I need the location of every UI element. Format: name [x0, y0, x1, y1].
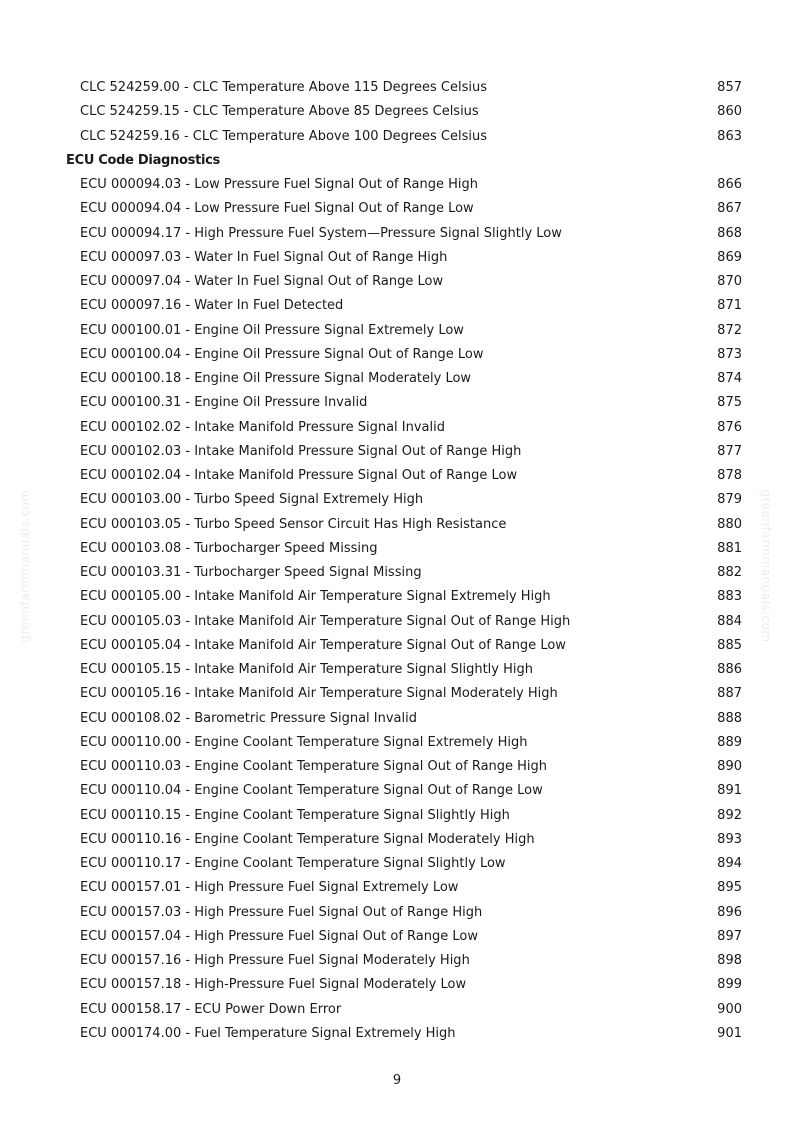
toc-entry-title: ECU 000110.04 - Engine Coolant Temperature Signal Out of Range Low [80, 783, 543, 799]
toc-entry-title: ECU 000094.03 - Low Pressure Fuel Signal Out of Range High [80, 177, 478, 192]
toc-entry-title: ECU 000094.04 - Low Pressure Fuel Signal Out of Range Low [80, 201, 474, 217]
toc-entry-title: ECU 000100.01 - Engine Oil Pressure Signal Extremely Low [80, 322, 464, 338]
toc-entry-title: ECU 000110.16 - Engine Coolant Temperature Signal Moderately High [80, 831, 535, 847]
toc-entry[interactable] [0, 658, 794, 682]
toc-entry[interactable] [0, 707, 794, 731]
toc-entry-page-number: 897 [717, 928, 742, 944]
toc-entry[interactable] [0, 585, 794, 609]
toc-entry-page-number: 885 [717, 637, 742, 653]
toc-entry-page-number: 868 [717, 225, 742, 241]
page-number: 9 [392, 1073, 402, 1088]
toc-entry[interactable] [0, 222, 794, 246]
toc-entry[interactable] [0, 876, 794, 900]
toc-entry-title: ECU 000102.03 - Intake Manifold Pressure Signal Out of Range High [80, 443, 522, 459]
toc-entry-title: ECU 000110.17 - Engine Coolant Temperature Signal Slightly Low [80, 856, 506, 871]
toc-entry[interactable] [0, 464, 794, 488]
toc-entry-title: ECU 000100.04 - Engine Oil Pressure Signal Out of Range Low [80, 346, 484, 362]
toc-entry[interactable] [0, 852, 794, 876]
toc-entry-title: ECU 000103.31 - Turbocharger Speed Signal Missing [80, 565, 422, 580]
section-heading[interactable] [0, 149, 794, 173]
toc-entry-title: ECU 000174.00 - Fuel Temperature Signal Extremely High [80, 1025, 456, 1041]
toc-entry-page-number: 877 [717, 443, 742, 459]
toc-entry-page-number: 882 [717, 565, 742, 580]
toc-entry[interactable] [0, 319, 794, 343]
toc-entry[interactable] [0, 343, 794, 367]
toc-entry[interactable] [0, 416, 794, 440]
toc-entry[interactable] [0, 391, 794, 415]
toc-entry-title: ECU 000100.18 - Engine Oil Pressure Signal Moderately Low [80, 371, 472, 386]
toc-entry-page-number: 886 [717, 662, 742, 677]
table-of-contents [0, 76, 794, 1046]
toc-entry-page-number: 869 [717, 249, 742, 265]
toc-entry[interactable] [0, 488, 794, 512]
toc-entry-page-number: 884 [717, 613, 742, 629]
toc-entry-title: ECU 000110.03 - Engine Coolant Temperature Signal Out of Range High [80, 759, 548, 774]
toc-entry[interactable] [0, 925, 794, 949]
toc-entry-page-number: 890 [717, 759, 742, 774]
toc-entry-page-number: 874 [717, 371, 742, 386]
toc-entry-page-number: 892 [717, 807, 742, 823]
toc-entry-page-number: 881 [717, 540, 742, 556]
toc-entry-title: ECU 000100.31 - Engine Oil Pressure Invalid [80, 395, 368, 411]
toc-entry-page-number: 878 [717, 468, 742, 483]
toc-entry-title: ECU 000157.01 - High Pressure Fuel Signal Extremely Low [80, 880, 459, 896]
toc-entry[interactable] [0, 76, 794, 100]
toc-entry[interactable] [0, 173, 794, 197]
toc-entry-title: ECU 000108.02 - Barometric Pressure Signal Invalid [80, 710, 418, 726]
toc-entry-page-number: 893 [717, 831, 742, 847]
toc-entry-title: ECU 000103.00 - Turbo Speed Signal Extremely High [80, 492, 424, 508]
toc-entry-page-number: 888 [717, 710, 742, 726]
toc-entry[interactable] [0, 828, 794, 852]
toc-entry-title: ECU 000157.04 - High Pressure Fuel Signal Out of Range Low [80, 928, 478, 944]
toc-entry-page-number: 863 [717, 128, 742, 144]
toc-entry[interactable] [0, 125, 794, 149]
toc-entry-page-number: 866 [717, 177, 742, 192]
toc-entry-title: ECU 000157.16 - High Pressure Fuel Signal Moderately High [80, 953, 470, 968]
toc-entry-title: ECU 000105.15 - Intake Manifold Air Temperature Signal Slightly High [80, 662, 533, 677]
toc-entry[interactable] [0, 270, 794, 294]
toc-entry[interactable] [0, 1022, 794, 1046]
toc-entry-title: ECU 000110.00 - Engine Coolant Temperature Signal Extremely High [80, 734, 528, 750]
toc-entry-title: ECU 000097.16 - Water In Fuel Detected [80, 298, 344, 314]
toc-entry[interactable] [0, 537, 794, 561]
toc-entry-page-number: 899 [717, 977, 742, 993]
toc-entry-page-number: 880 [717, 516, 742, 532]
toc-entry-page-number: 889 [717, 734, 742, 750]
toc-entry-page-number: 895 [717, 880, 742, 896]
toc-entry-title: ECU 000105.03 - Intake Manifold Air Temperature Signal Out of Range High [80, 613, 571, 629]
toc-entry[interactable] [0, 367, 794, 391]
toc-entry-page-number: 894 [717, 856, 742, 871]
watermark-right: greenfarmmanuals.com [759, 489, 773, 643]
toc-entry-title: ECU 000110.15 - Engine Coolant Temperature Signal Slightly High [80, 807, 510, 823]
toc-entry-title: ECU 000102.02 - Intake Manifold Pressure Signal Invalid [80, 419, 446, 435]
toc-entry-title: ECU 000157.18 - High-Pressure Fuel Signal Moderately Low [80, 977, 467, 993]
toc-entry[interactable] [0, 561, 794, 585]
toc-entry-page-number: 887 [717, 686, 742, 702]
toc-entry[interactable] [0, 779, 794, 803]
toc-entry-title: CLC 524259.15 - CLC Temperature Above 85 Degrees Celsius [80, 104, 479, 120]
toc-entry[interactable] [0, 731, 794, 755]
toc-entry-title: CLC 524259.00 - CLC Temperature Above 115 Degrees Celsius [80, 80, 487, 95]
toc-entry[interactable] [0, 294, 794, 318]
toc-entry[interactable] [0, 513, 794, 537]
toc-entry[interactable] [0, 901, 794, 925]
toc-entry-page-number: 900 [717, 1001, 742, 1017]
toc-entry[interactable] [0, 610, 794, 634]
toc-entry-page-number: 871 [717, 298, 742, 314]
toc-entry[interactable] [0, 197, 794, 221]
toc-entry-page-number: 901 [717, 1025, 742, 1041]
toc-entry[interactable] [0, 100, 794, 124]
section-heading-title: ECU Code Diagnostics [66, 152, 220, 168]
toc-entry-page-number: 857 [717, 80, 742, 95]
watermark-left: greenfarmmanuals.com [18, 489, 32, 643]
toc-entry-page-number: 883 [717, 589, 742, 605]
toc-entry-title: ECU 000094.17 - High Pressure Fuel System—Pressure Signal Slightly Low [80, 225, 562, 241]
toc-entry-page-number: 873 [717, 346, 742, 362]
toc-entry-title: ECU 000097.03 - Water In Fuel Signal Out of Range High [80, 249, 448, 265]
toc-entry[interactable] [0, 804, 794, 828]
toc-entry-page-number: 896 [717, 904, 742, 920]
toc-entry-title: ECU 000105.04 - Intake Manifold Air Temperature Signal Out of Range Low [80, 637, 566, 653]
toc-entry-title: ECU 000157.03 - High Pressure Fuel Signal Out of Range High [80, 904, 483, 920]
toc-entry-page-number: 872 [717, 322, 742, 338]
toc-entry-title: ECU 000158.17 - ECU Power Down Error [80, 1001, 342, 1017]
toc-entry-title: ECU 000102.04 - Intake Manifold Pressure Signal Out of Range Low [80, 468, 518, 483]
toc-entry-page-number: 879 [717, 492, 742, 508]
toc-entry-title: CLC 524259.16 - CLC Temperature Above 100 Degrees Celsius [80, 128, 487, 144]
toc-entry-page-number: 876 [717, 419, 742, 435]
toc-entry-title: ECU 000103.05 - Turbo Speed Sensor Circuit Has High Resistance [80, 516, 507, 532]
toc-entry[interactable] [0, 949, 794, 973]
toc-entry-title: ECU 000105.16 - Intake Manifold Air Temperature Signal Moderately High [80, 686, 558, 702]
toc-entry-page-number: 867 [717, 201, 742, 217]
toc-entry-page-number: 860 [717, 104, 742, 120]
toc-entry[interactable] [0, 682, 794, 706]
toc-entry[interactable] [0, 246, 794, 270]
toc-entry[interactable] [0, 973, 794, 997]
toc-entry-title: ECU 000097.04 - Water In Fuel Signal Out of Range Low [80, 274, 444, 289]
toc-entry-page-number: 891 [717, 783, 742, 799]
toc-entry[interactable] [0, 440, 794, 464]
toc-entry-page-number: 898 [717, 953, 742, 968]
toc-entry-title: ECU 000103.08 - Turbocharger Speed Missing [80, 540, 378, 556]
toc-entry[interactable] [0, 998, 794, 1022]
toc-entry-title: ECU 000105.00 - Intake Manifold Air Temperature Signal Extremely High [80, 589, 551, 605]
toc-entry-page-number: 875 [717, 395, 742, 411]
toc-entry-page-number: 870 [717, 274, 742, 289]
toc-entry[interactable] [0, 634, 794, 658]
toc-entry[interactable] [0, 755, 794, 779]
